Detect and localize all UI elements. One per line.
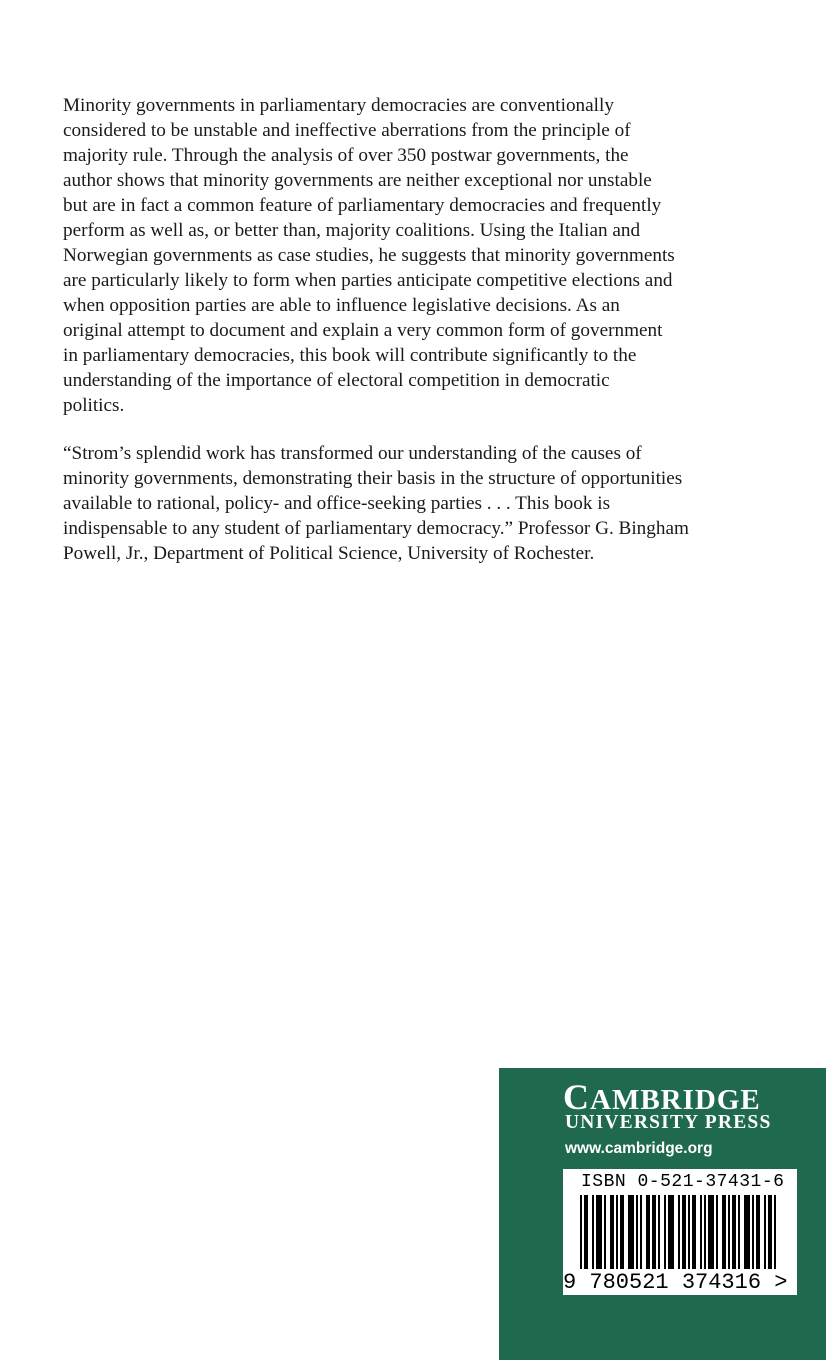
barcode-bar xyxy=(752,1195,754,1269)
barcode-bar xyxy=(682,1195,684,1269)
barcode-bar xyxy=(632,1195,634,1269)
barcode-bar xyxy=(630,1195,632,1269)
description-paragraph xyxy=(63,93,773,418)
publisher-name-rest: AMBRIDGE xyxy=(590,1084,761,1116)
barcode-bar xyxy=(628,1195,630,1269)
barcode-bar xyxy=(584,1195,586,1269)
barcode-bar xyxy=(598,1195,600,1269)
barcode-bar xyxy=(768,1195,770,1269)
barcode-bar xyxy=(746,1195,748,1269)
barcode-bar xyxy=(668,1195,670,1269)
barcode-bar xyxy=(748,1195,750,1269)
barcode-bar xyxy=(622,1195,624,1269)
barcode-bar xyxy=(764,1195,766,1269)
barcode-bar xyxy=(692,1195,694,1269)
barcode-bar xyxy=(610,1195,612,1269)
barcode-bar xyxy=(586,1195,588,1269)
barcode-block xyxy=(563,1169,797,1295)
barcode-bar xyxy=(654,1195,656,1269)
barcode-bar xyxy=(722,1195,724,1269)
barcode-bar xyxy=(716,1195,718,1269)
barcode-bar xyxy=(710,1195,712,1269)
barcode-bar xyxy=(640,1195,642,1269)
barcode-bar xyxy=(672,1195,674,1269)
barcode-bar xyxy=(592,1195,594,1269)
barcode-bar xyxy=(620,1195,622,1269)
description-line: politics. xyxy=(63,395,125,416)
barcode-bar xyxy=(756,1195,758,1269)
publisher-initial: C xyxy=(563,1077,590,1117)
barcode-bar xyxy=(694,1195,696,1269)
barcode-bar xyxy=(732,1195,734,1269)
barcode-bar xyxy=(664,1195,666,1269)
barcode-bar xyxy=(684,1195,686,1269)
barcode-bar xyxy=(648,1195,650,1269)
barcode-bar xyxy=(604,1195,606,1269)
description-line: in parliamentary democracies, this book will contribute significantly to the xyxy=(63,345,637,366)
quote-line: “Strom’s splendid work has transformed our understanding of the causes of xyxy=(63,443,642,464)
description-line: majority rule. Through the analysis of over 350 postwar governments, the xyxy=(63,145,629,166)
description-line: Norwegian governments as case studies, he suggests that minority governments xyxy=(63,245,675,266)
publisher-subtitle: UNIVERSITY PRESS xyxy=(565,1112,772,1133)
description-line: but are in fact a common feature of parliamentary democracies and frequently xyxy=(63,195,662,216)
barcode-bar xyxy=(580,1195,582,1269)
barcode-bar xyxy=(758,1195,760,1269)
quote-line: indispensable to any student of parliamentary democracy.” Professor G. Bingham xyxy=(63,518,689,539)
description-line: author shows that minority governments are neither exceptional nor unstable xyxy=(63,170,652,191)
barcode-bar xyxy=(738,1195,740,1269)
description-line: considered to be unstable and ineffective aberrations from the principle of xyxy=(63,120,631,141)
barcode-bar xyxy=(724,1195,726,1269)
barcode-bar xyxy=(612,1195,614,1269)
barcode-bar xyxy=(708,1195,710,1269)
barcode-bar xyxy=(646,1195,648,1269)
barcode-bar xyxy=(658,1195,660,1269)
publisher-url: www.cambridge.org xyxy=(565,1140,713,1157)
barcode-bar xyxy=(688,1195,690,1269)
barcode-bar xyxy=(700,1195,702,1269)
description-line: understanding of the importance of electoral competition in democratic xyxy=(63,370,610,391)
barcode-bar xyxy=(770,1195,772,1269)
barcode-bar xyxy=(678,1195,680,1269)
barcode-bar xyxy=(652,1195,654,1269)
quote-line: Powell, Jr., Department of Political Science, University of Rochester. xyxy=(63,543,595,564)
barcode-bar xyxy=(734,1195,736,1269)
publisher-panel xyxy=(499,1068,826,1360)
barcode-image xyxy=(577,1195,783,1273)
barcode-bar xyxy=(600,1195,602,1269)
description-line: original attempt to document and explain a very common form of government xyxy=(63,320,663,341)
description-line: when opposition parties are able to influence legislative decisions. As an xyxy=(63,295,620,316)
barcode-bar xyxy=(728,1195,730,1269)
barcode-bar xyxy=(712,1195,714,1269)
description-line: are particularly likely to form when parties anticipate competitive elections and xyxy=(63,270,673,291)
barcode-bar xyxy=(704,1195,706,1269)
barcode-digits: 9 780521 374316 > xyxy=(563,1270,788,1295)
barcode-bar xyxy=(744,1195,746,1269)
barcode-bar xyxy=(670,1195,672,1269)
description-line: Minority governments in parliamentary democracies are conventionally xyxy=(63,95,614,116)
barcode-bar xyxy=(616,1195,618,1269)
barcode-bar xyxy=(636,1195,638,1269)
barcode-bar xyxy=(774,1195,776,1269)
review-quote xyxy=(63,441,773,566)
quote-line: available to rational, policy- and office-seeking parties . . . This book is xyxy=(63,493,611,514)
quote-line: minority governments, demonstrating their basis in the structure of opportunities xyxy=(63,468,683,489)
barcode-bar xyxy=(596,1195,598,1269)
isbn-label: ISBN 0-521-37431-6 xyxy=(581,1172,785,1192)
description-line: perform as well as, or better than, majority coalitions. Using the Italian and xyxy=(63,220,641,241)
